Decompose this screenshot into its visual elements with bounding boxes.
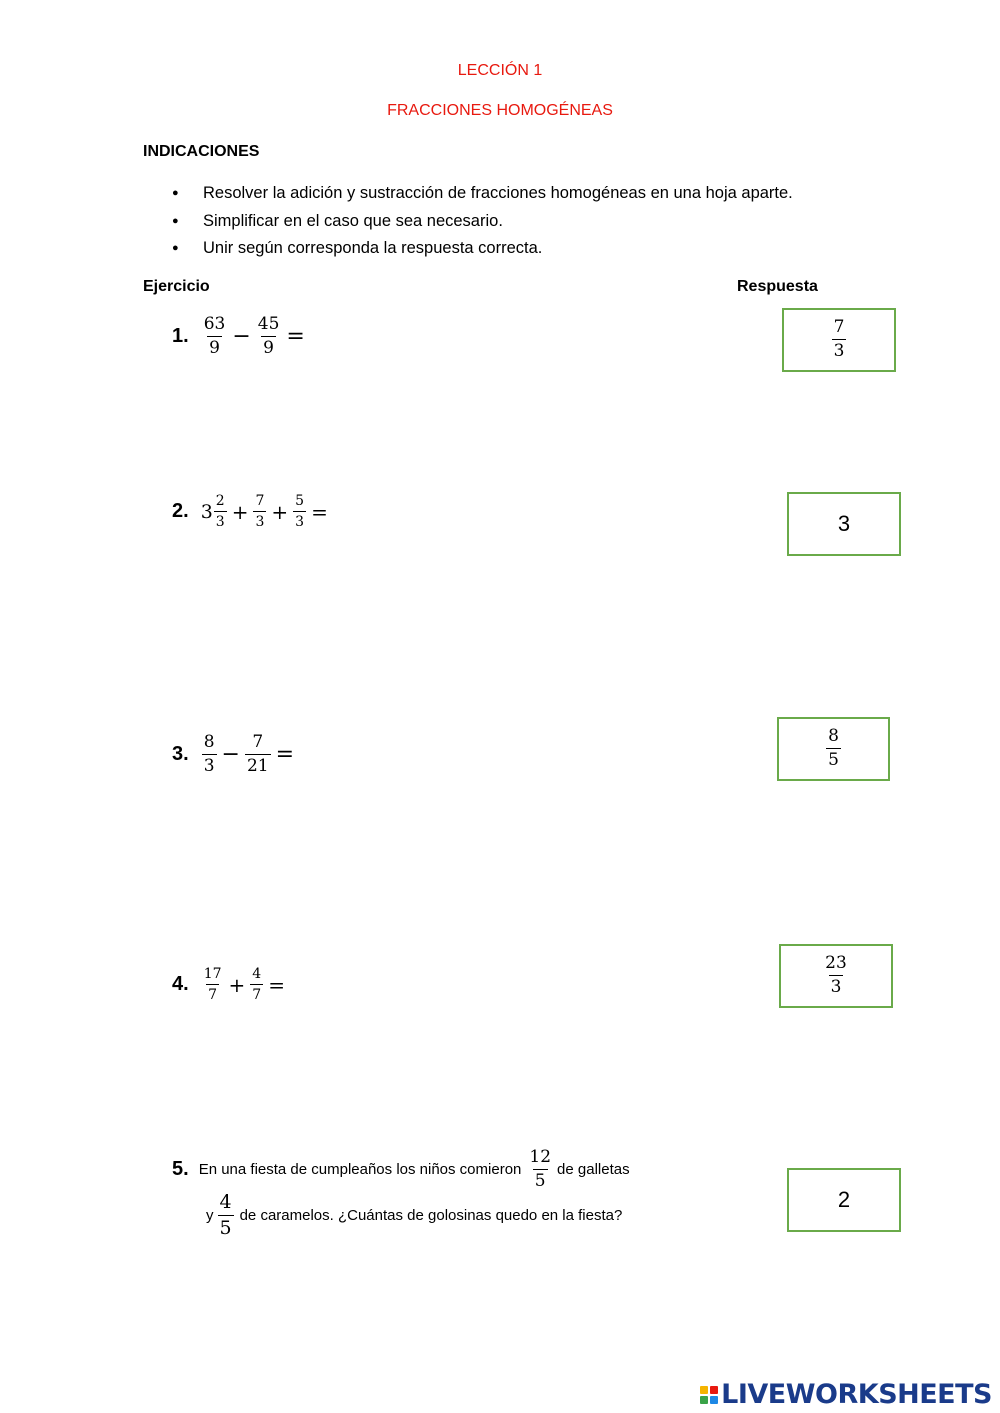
denominator: 3 bbox=[253, 511, 266, 530]
numerator: 4 bbox=[252, 966, 262, 982]
answer-value: 3 bbox=[837, 511, 851, 536]
numerator: 8 bbox=[203, 732, 215, 752]
equals-sign: = bbox=[268, 972, 285, 997]
numerator: 2 bbox=[215, 493, 225, 509]
answer-box-2[interactable] bbox=[787, 492, 901, 556]
exercise-1 bbox=[172, 316, 309, 358]
exercise-number: 2. bbox=[172, 500, 189, 523]
logo-tile bbox=[700, 1396, 708, 1404]
plus-operator: + bbox=[271, 499, 289, 524]
equals-sign: = bbox=[275, 742, 295, 768]
exercise-4 bbox=[172, 967, 289, 1002]
fraction bbox=[202, 316, 228, 358]
numerator: 63 bbox=[203, 314, 226, 334]
instruction-item: ● Resolver la adición y sustracción de fracciones homogéneas en una hoja aparte. bbox=[172, 180, 793, 208]
fraction bbox=[202, 734, 217, 776]
numerator: 4 bbox=[219, 1190, 232, 1213]
topic-title: FRACCIONES HOMOGÉNEAS bbox=[387, 102, 613, 119]
minus-operator: − bbox=[232, 324, 251, 350]
denominator: 9 bbox=[263, 337, 274, 358]
instruction-item: ● Simplificar en el caso que sea necesario. bbox=[172, 208, 793, 236]
denominator: 5 bbox=[219, 1216, 232, 1239]
logo-mark-icon bbox=[700, 1386, 718, 1404]
fraction bbox=[256, 316, 282, 358]
instruction-item: ● Unir según corresponda la respuesta correcta. bbox=[172, 235, 793, 263]
answer-box-4[interactable] bbox=[779, 944, 893, 1008]
fraction bbox=[527, 1149, 553, 1191]
problem-text: En una fiesta de cumpleaños los niños comieron bbox=[198, 1161, 522, 1179]
numerator: 8 bbox=[828, 726, 839, 747]
equals-sign: = bbox=[311, 499, 328, 524]
fraction bbox=[202, 967, 224, 1002]
exercise-3 bbox=[172, 734, 298, 776]
fraction bbox=[214, 494, 227, 529]
denominator: 5 bbox=[828, 750, 839, 770]
plus-operator: + bbox=[231, 499, 249, 524]
denominator: 3 bbox=[214, 511, 227, 530]
problem-text: y bbox=[206, 1207, 214, 1225]
exercise-number: 4. bbox=[172, 973, 189, 996]
exercise-column-heading: Ejercicio bbox=[143, 278, 210, 295]
problem-text: de galletas bbox=[557, 1161, 630, 1179]
answer-box-1[interactable] bbox=[782, 308, 896, 372]
answer-box-5[interactable] bbox=[787, 1168, 901, 1232]
numerator: 17 bbox=[203, 966, 222, 982]
denominator: 3 bbox=[293, 511, 306, 530]
exercise-5 bbox=[172, 1149, 630, 1239]
plus-operator: + bbox=[228, 972, 246, 997]
denominator: 9 bbox=[209, 337, 220, 358]
numerator: 45 bbox=[257, 314, 280, 334]
numerator: 5 bbox=[295, 493, 305, 509]
numerator: 7 bbox=[833, 317, 845, 338]
logo-tile bbox=[710, 1396, 718, 1404]
numerator: 7 bbox=[252, 732, 264, 752]
logo-text: LIVEWORKSHEETS bbox=[721, 1379, 992, 1410]
instructions-heading: INDICACIONES bbox=[143, 143, 260, 160]
exercise-number: 5. bbox=[172, 1158, 189, 1181]
exercise-number: 3. bbox=[172, 743, 189, 766]
denominator: 21 bbox=[246, 755, 269, 776]
denominator: 7 bbox=[206, 984, 219, 1003]
minus-operator: − bbox=[221, 742, 240, 768]
exercise-2 bbox=[172, 494, 332, 529]
liveworksheets-logo bbox=[700, 1379, 992, 1410]
fraction bbox=[218, 1190, 234, 1239]
denominator: 3 bbox=[203, 755, 215, 776]
answer-box-3[interactable] bbox=[777, 717, 890, 781]
whole-number: 3 bbox=[200, 500, 213, 523]
answer-column-heading: Respuesta bbox=[737, 278, 818, 295]
equals-sign: = bbox=[286, 324, 305, 350]
fraction bbox=[250, 967, 263, 1002]
numerator: 7 bbox=[255, 493, 265, 509]
answer-value: 2 bbox=[837, 1187, 851, 1212]
logo-tile bbox=[700, 1386, 708, 1394]
answer-fraction bbox=[826, 728, 841, 770]
exercise-number: 1. bbox=[172, 325, 189, 348]
fraction bbox=[293, 494, 306, 529]
logo-tile bbox=[710, 1386, 718, 1394]
denominator: 7 bbox=[250, 984, 263, 1003]
numerator: 23 bbox=[825, 953, 847, 974]
denominator: 3 bbox=[830, 977, 842, 997]
denominator: 3 bbox=[833, 341, 845, 361]
denominator: 5 bbox=[534, 1170, 546, 1191]
problem-text: de caramelos. ¿Cuántas de golosinas quedo en la fiesta? bbox=[239, 1207, 623, 1225]
fraction bbox=[245, 734, 271, 776]
answer-fraction bbox=[832, 319, 847, 361]
fraction bbox=[253, 494, 266, 529]
numerator: 12 bbox=[529, 1147, 552, 1167]
instructions-list bbox=[172, 180, 793, 263]
lesson-title: LECCIÓN 1 bbox=[457, 62, 543, 79]
answer-fraction bbox=[823, 955, 849, 997]
